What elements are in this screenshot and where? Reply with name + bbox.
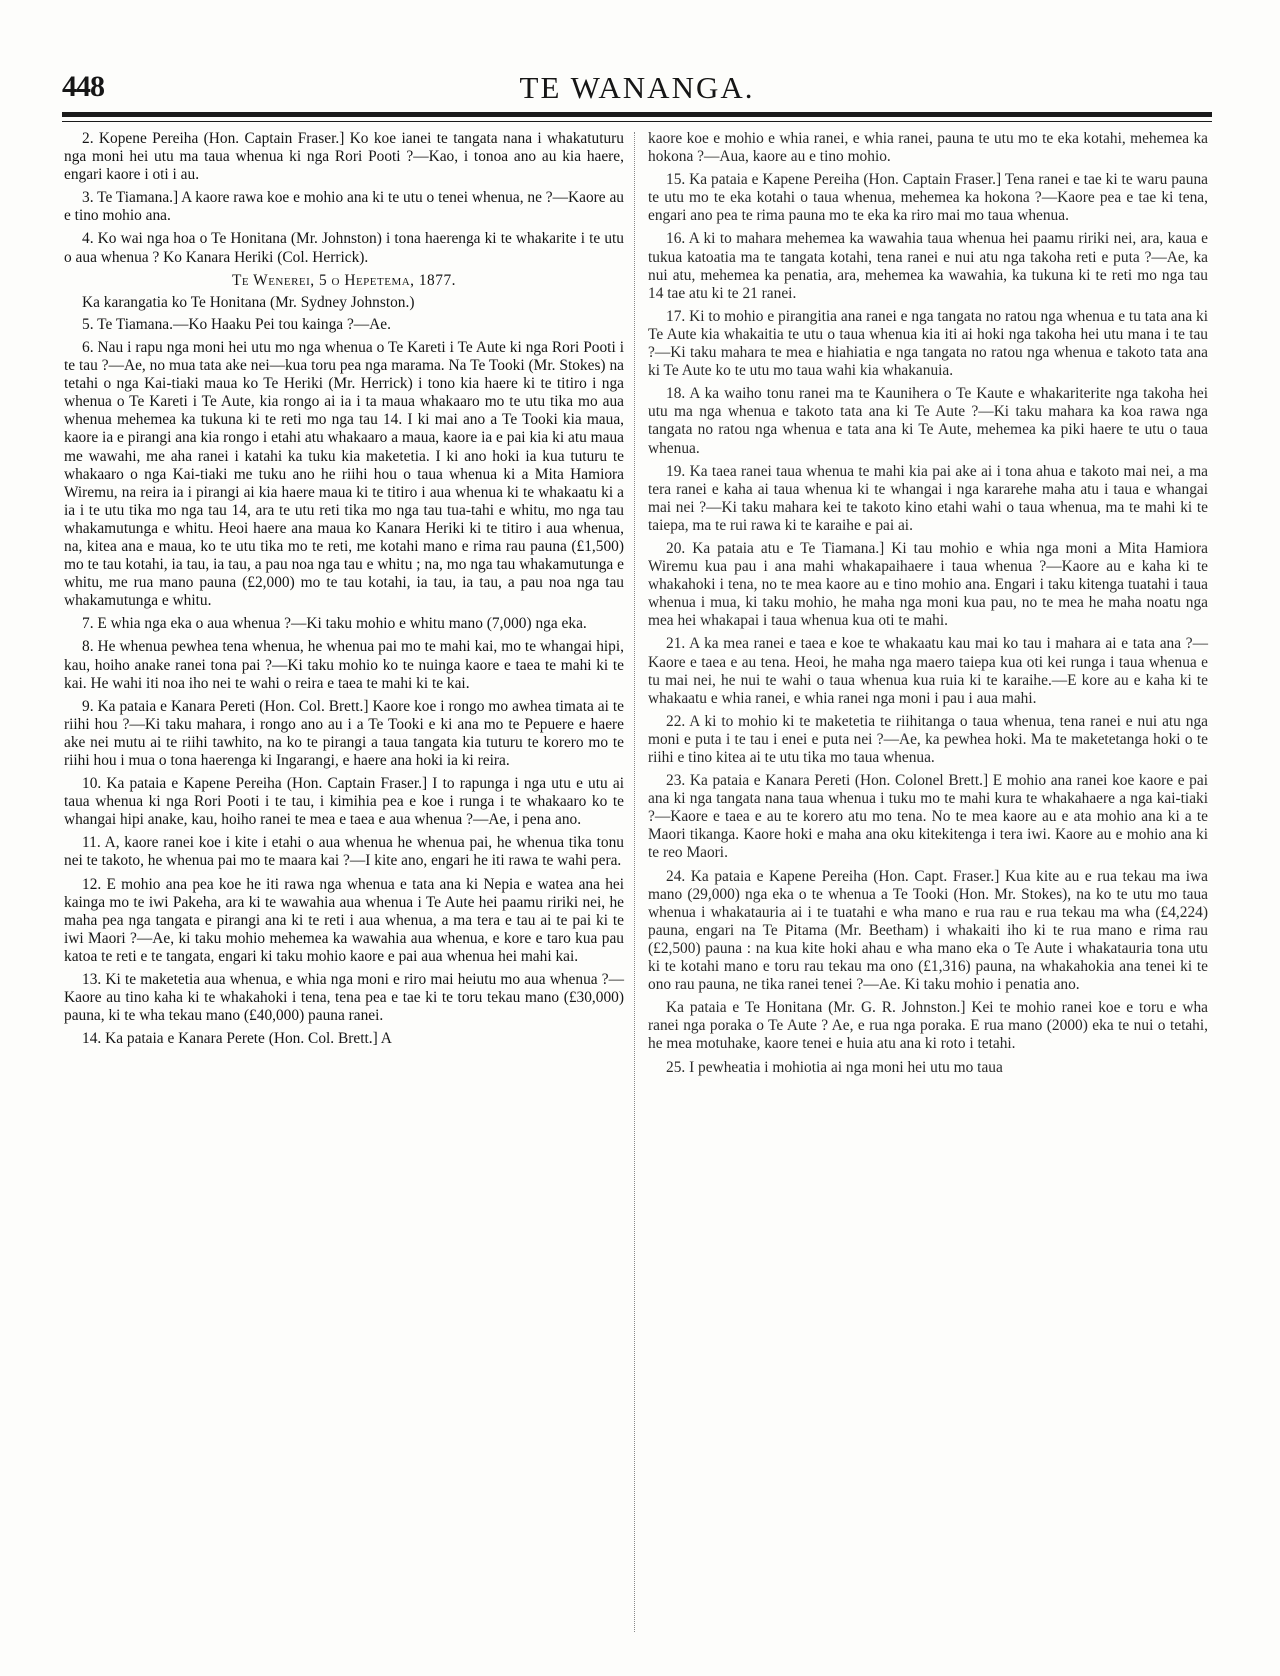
paragraph: 4. Ko wai nga hoa o Te Honitana (Mr. Johnston) i tona haerenga ki te whakarite i te utu o aua whenua ? Ko Kanara Heriki (Col. Herrick). (64, 230, 624, 266)
header-rule-thin (62, 121, 1212, 122)
column-divider (634, 132, 635, 1632)
paragraph: 16. A ki to mahara mehemea ka wawahia taua whenua hei paamu ririki nei, ara, kaua e tukua katoatia ma te tangata kotahi, tena ranei e nui atu nga takoha reti e puta ?—Ae, ka nui atu, mehemea ka penatia, ara, mehemea ka wawahia, ka tukuna ki te reti mo nga tau 14 tae atu ki te 21 ranei. (648, 230, 1208, 302)
paragraph: 6. Nau i rapu nga moni hei utu mo nga whenua o Te Kareti i Te Aute ki nga Rori Pooti i te tau ?—Ae, no mua tata ake nei—kua toru pea nga marama. Na Te Tooki (Mr. Stokes) na tetahi o nga Kai-tiaki maua ko Te Heriki (Mr. Herrick) i tono kia haere ki te titiro i nga whenua o Te Kareti i Te Aute, kia rongo ai ia i ta maua whakaaro mo te utu tika mo aua whenua mehemea ka tukuna ki te reti mo nga tau 14. I ki mai ano a Te Tooki kia maua, kaore ia e pirangi ana kia rongo i etahi atu whakaaro a maua, kaore ia e pai kia ki atu maua me wawahi, me aha ranei i katahi ka tuku kia maketetia. I ki ano hoki ia kua tuturu te whakaaro o nga Kai-tiaki me tuku ano he riihi hou o taua whenua ki a Mita Hamiora Wiremu, na reira ia i pirangi ai kia haere maua ki te titiro i aua whenua ki te whakaatu ki a ia i te utu tika mo nga tau 14, ara te utu reti tika mo nga tau tua-tahi e whitu, mo nga tau whakamutunga e whitu. Heoi haere ana maua ko Kanara Heriki ki te titiro i aua whenua, na, kitea ana e maua, ko te utu tika mo te reti, me kotahi mano e rima rau pauna (£1,500) mo te tau kotahi, ia tau, ia tau, a pau noa nga tau e whitu ; na, mo nga tau whakamutunga e whitu, me rua mano pauna (£2,000) mo te tau kotahi, ia tau, ia tau, a pau noa nga tau whakamutunga e whitu. (64, 338, 624, 610)
page-header (62, 68, 1212, 108)
paragraph: 8. He whenua pewhea tena whenua, he whenua pai mo te mahi kai, mo te whangai hipi, kau, hoiho anake ranei tona pai ?—Ki taku mohio ko te nuinga kaore e taea te mahi ki te kai. He wahi iti noa iho nei te wahi o reira e taea te mahi ki te kai. (64, 638, 624, 692)
paragraph: 12. E mohio ana pea koe he iti rawa nga whenua e tata ana ki Nepia e watea ana hei kainga mo te iwi Pakeha, ara ki te wawahia aua whenua i Te Aute hei paamu ririki nei, he maha pea nga tangata e pirangi ana ki te reti i aua whenua, a ma tera e tau ai te pai ki te iwi Maori ?—Ae, ki taku mohio mehemea ka wawahia aua whenua, e kore e taro kua pau katoa te reti e te tangata, engari ki taku mohio kaore e pai aua whenua hei mahi kai. (64, 875, 624, 965)
paragraph: 24. Ka pataia e Kapene Pereiha (Hon. Capt. Fraser.] Kua kite au e rua tekau ma iwa mano (29,000) nga eka o te whenua a Te Tooki (Hon. Mr. Stokes), na ko te utu mo taua whenua i whakatauria ai i te tuatahi e wha mano e rua rau e rua tekau ma wha (£4,224) pauna, engari na Te Pitama (Mr. Beetham) i whakaiti iho ki te rua mano e rima rau (£2,500) pauna : na kua kite hoki ahau e wha mano eka o Te Aute i whakatauria tona utu ki te kotahi mano e toru rau tekau ma ono (£1,316) pauna, na whakahokia ana tenei ki te ono rau pauna, ne tika ranei tenei ?—Ae. Ki taku mohio i penatia ano. (648, 867, 1208, 994)
paragraph: 2. Kopene Pereiha (Hon. Captain Fraser.] Ko koe ianei te tangata nana i whakatuturu nga moni hei utu ma taua whenua ki nga Rori Pooti ?—Kao, i tonoa ano au kia haere, engari kaore i oti i au. (64, 130, 624, 184)
paragraph: 7. E whia nga eka o aua whenua ?—Ki taku mohio e whitu mano (7,000) nga eka. (82, 615, 587, 633)
paragraph: 22. A ki to mohio ki te maketetia te riihitanga o taua whenua, tena ranei e nui atu nga moni e puta i te tau i enei e puta nei ?—Ae, ka pewhea hoki. Ma te maketetanga hoki o te riihi e tino kitea ai te utu tika mo taua whenua. (648, 712, 1208, 766)
paragraph: 11. A, kaore ranei koe i kite i etahi o aua whenua he whenua pai, he whenua tika tonu nei te takoto, he whenua pai mo te maara kai ?—I kite ano, engari he iti rawa te wahi pera. (64, 834, 624, 870)
paragraph: 20. Ka pataia atu e Te Tiamana.] Ki tau mohio e whia nga moni a Mita Hamiora Wiremu kua pau i ana mahi whakapaihaere i taua whenua ?—Kaore au e kaha ki te whakahoki i tena, no te mea kaore au e tino mohio ana. Engari i taku kitenga tuatahi i taua whenua i mua, ki taku mohio, he maha nga moni kua pau, no te mea he maha noatu nga mea hei whakapai i taua whenua kua oti te mahi. (648, 539, 1208, 630)
date-line: Te Wenerei, 5 o Hepetema, 1877. (231, 271, 456, 289)
paragraph: 15. Ka pataia e Kapene Pereiha (Hon. Captain Fraser.] Tena ranei e tae ki te waru pauna te utu mo te eka kotahi o taua whenua, mehemea ka hokona ?—Kaore pea e tae ki tena, engari ano pea te rima pauna mo te eka ka riro mai mo taua whenua. (648, 171, 1208, 225)
paragraph: Ka pataia e Te Honitana (Mr. G. R. Johnston.] Kei te mohio ranei koe e toru e wha ranei nga poraka o Te Aute ? Ae, e rua nga poraka. E rua mano (2000) eka te nui o tetahi, he mea motuhake, kaore tenei e huia atu ana ki roto i tetahi. (648, 999, 1208, 1053)
paragraph: 18. A ka waiho tonu ranei ma te Kaunihera o Te Kaute e whakariterite nga takoha hei utu ma nga whenua e takoto tata ana ki Te Aute ?—Ki taku mahara ka koa rawa nga tangata no ratou nga whenua e tata ana ki Te Aute, mehemea ka piki haere te utu o taua whenua. (648, 385, 1208, 457)
right-column (648, 130, 1208, 1082)
paragraph: 13. Ki te maketetia aua whenua, e whia nga moni e riro mai heiutu mo aua whenua ?—Kaore au tino kaha ki te whakahoki i tena, tena pea e tae ki te toru tekau mano (£30,000) pauna, ki te wha tekau mano (£40,000) pauna ranei. (64, 971, 624, 1025)
paragraph: 3. Te Tiamana.] A kaore rawa koe e mohio ana ki te utu o tenei whenua, ne ?—Kaore au e tino mohio ana. (64, 189, 624, 225)
paragraph: 5. Te Tiamana.—Ko Haaku Pei tou kainga ?—Ae. (82, 315, 391, 333)
paragraph: 14. Ka pataia e Kanara Perete (Hon. Col. Brett.] A (82, 1030, 392, 1048)
witness-call-line: Ka karangatia ko Te Honitana (Mr. Sydney Johnston.) (82, 293, 415, 311)
paragraph: 21. A ka mea ranei e taea e koe te whakaatu kau mai ko tau i mahara ai e tata ana ?—Kaore e taea e au tena. Heoi, he maha nga maero taiepa kua oti kei runga i taua whenua e tu mai nei, he nui te wahi o taua whenua kua ruia ki te karaihe.—E kore au e kaha ki te whakaatu e whia ranei, e whia ranei nga moni i pau i aua mahi. (648, 635, 1208, 707)
page-title: TE WANANGA. (519, 70, 755, 105)
paragraph: 25. I pewheatia i mohiotia ai nga moni hei utu mo taua (666, 1058, 1003, 1076)
header-rule-thick (62, 112, 1212, 117)
page-number: 448 (62, 70, 104, 103)
paragraph: 10. Ka pataia e Kapene Pereiha (Hon. Captain Fraser.] I to rapunga i nga utu e utu ai taua whenua ki nga Rori Pooti i te tau, i kimihia pea e koe i runga i te whakaaro ko te whangai hipi anake, kau, hoiho ranei te mea e taea e aua whenua ?—Ae, i pena ano. (64, 775, 624, 829)
paragraph: 23. Ka pataia e Kanara Pereti (Hon. Colonel Brett.] E mohio ana ranei koe kaore e pai ana ki nga tangata nana taua whenua i tuku mo te mahi kura te whakahaere a nga kai-tiaki ?—Kaore e taea e au te korero atu mo tena. No te mea kaore au e ata mohio ana ki a te Maori tikanga. Kaore hoki e maha ana oku kitekitenga i tera iwi. Kaore au e mohio ana ki te reo Maori. (648, 772, 1208, 862)
paragraph: 9. Ka pataia e Kanara Pereti (Hon. Col. Brett.] Kaore koe i rongo mo awhea timata ai te riihi hou ?—Ki taku mahara, i rongo ano au i a Te Tooki e ki ana mo te Pepuere e haere ake nei mutu ai te riihi tawhito, na ko te pirangi a taua tangata kia tuturu te korero mo te riihi hou i mua o tona haerenga ki Ingarangi, e haere ana hoki ia ki reira. (64, 697, 624, 769)
paragraph: 19. Ka taea ranei taua whenua te mahi kia pai ake ai i tona ahua e takoto mai nei, a ma tera ranei e kaha ai taua whenua ki te whangai i nga kararehe maha atu i taua e whangai mai nei ?—Ki taku mahara kei te takoto kino etahi wahi o taua whenua, ma te mahi ki te taiepa, ma te rui rawa ki te karaihe e pai ai. (648, 462, 1208, 534)
paragraph: kaore koe e mohio e whia ranei, e whia ranei, pauna te utu mo te eka kotahi, mehemea ka hokona ?—Aua, kaore au e tino mohio. (648, 130, 1208, 166)
paragraph: 17. Ki to mohio e pirangitia ana ranei e nga tangata no ratou nga whenua e tu tata ana ki Te Aute kia whakaitia te utu o taua whenua kia iti ai hoki nga takoha hei utu mana i te tau ?—Ki taku mahara te mea e hiahiatia e nga tangata no ratou nga whenua e takoto tata ana ki Te Aute ko te utu mo taua wahi kia whakanuia. (648, 307, 1208, 380)
left-column (64, 130, 624, 1053)
